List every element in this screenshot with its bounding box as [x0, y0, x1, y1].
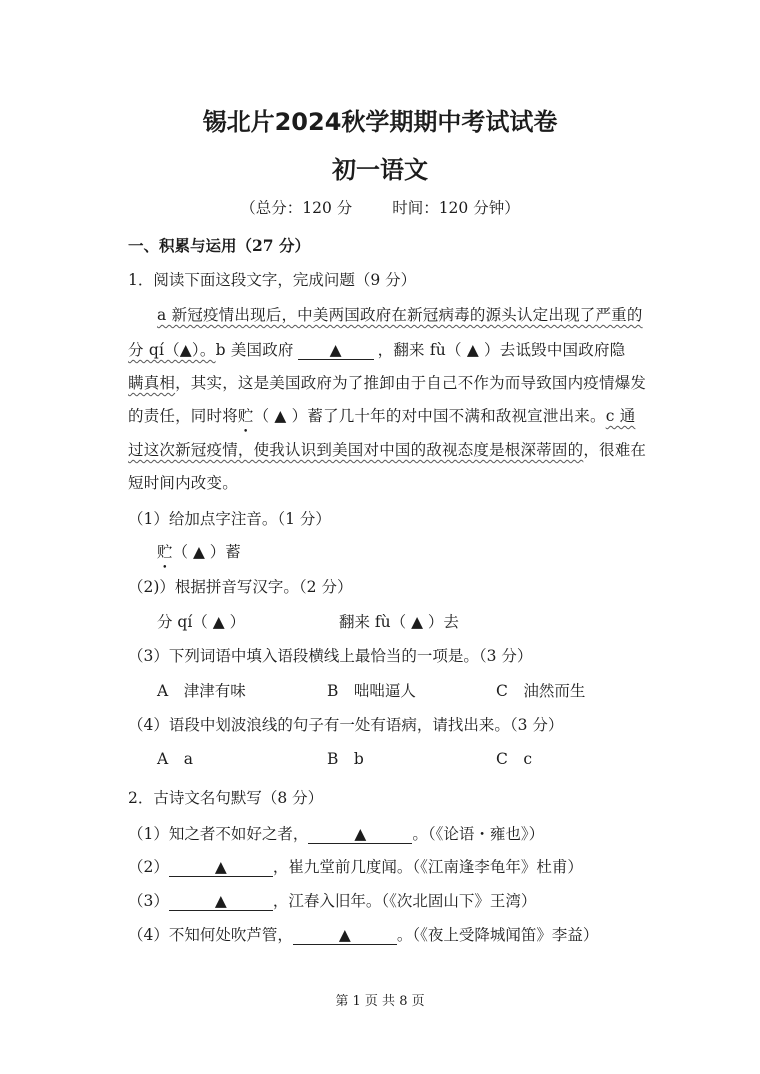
exam-title: 锡北片2024秋学期期中考试试卷 — [202, 108, 558, 136]
option-c[interactable]: C c — [496, 750, 533, 768]
dotted-character: 贮 — [237, 407, 254, 425]
subject-title: 初一语文 — [332, 156, 428, 184]
question-1-stem: 1．阅读下面这段文字，完成问题（9 分） — [128, 271, 417, 289]
sentence-b-cont: ，翻来 fù（ ▲ ）去诋毁中国政府隐 — [377, 341, 626, 359]
poetry-line-3: （3） ▲ ，江春入旧年。（《次北固山下》王湾） — [128, 891, 537, 910]
poetry-line-4: （4）不知何处吹芦管， ▲ 。（《夜上受降城闻笛》李益） — [128, 925, 599, 944]
wavy-sentence-c: c 通 — [605, 407, 636, 425]
sub-question-1: （1）给加点字注音。（1 分） — [128, 510, 331, 528]
poetry-line-2: （2） ▲ ，崔九堂前几度闻。（《江南逢李龟年》杜甫） — [128, 857, 583, 876]
option-c[interactable]: C 油然而生 — [496, 682, 586, 700]
option-a[interactable]: A 津津有味 — [157, 682, 246, 700]
answer-blank[interactable]: ▲ — [298, 340, 374, 360]
sub-question-2-blank-b[interactable]: 翻来 fù（ ▲ ）去 — [339, 613, 459, 631]
passage-line-6: 短时间内改变。 — [128, 474, 238, 492]
passage-line-2 — [128, 338, 625, 360]
answer-blank[interactable]: ▲ — [293, 925, 397, 945]
sub-question-3: （3）下列词语中填入语段横线上最恰当的一项是。（3 分） — [128, 647, 533, 665]
answer-blank[interactable]: ▲ — [308, 824, 412, 844]
sub-question-1-answer[interactable]: 贮（ ▲ ）蓄 — [157, 543, 241, 561]
sub-question-2: （2)）根据拼音写汉字。（2 分） — [128, 578, 353, 596]
sentence-b-start: b 美国政府 — [215, 341, 294, 359]
time-limit: 时间：120 分钟） — [392, 199, 520, 217]
wavy-sentence-a: a 新冠疫情出现后，中美两国政府在新冠病毒的源头认定出现了严重的 — [157, 306, 643, 324]
question-2-stem: 2．古诗文名句默写（8 分） — [128, 789, 324, 807]
wavy-sentence-a-end: 分 qí（▲）。 — [128, 341, 216, 359]
answer-blank[interactable]: ▲ — [169, 891, 273, 911]
sub-question-2-blank-a[interactable]: 分 qí（ ▲ ） — [157, 613, 246, 631]
total-score: （总分：120 分 — [240, 199, 353, 217]
option-b[interactable]: B 咄咄逼人 — [327, 682, 416, 700]
passage-line-4: 的责任，同时将贮（ ▲ ）蓄了几十年的对中国不满和敌视宣泄出来。c 通 — [128, 407, 636, 425]
poetry-line-1: （1）知之者不如好之者， ▲ 。（《论语・雍也》） — [128, 824, 545, 843]
option-a[interactable]: A a — [157, 750, 193, 768]
page-number: 第 1 页 共 8 页 — [335, 994, 425, 1009]
sentence-b-end: 瞒真相 — [128, 374, 176, 392]
passage-line-5: 过这次新冠疫情，使我认识到美国对中国的敌视态度是根深蒂固的，很难在 — [128, 441, 647, 459]
exam-meta — [0, 196, 760, 218]
wavy-sentence-c-cont: 过这次新冠疫情，使我认识到美国对中国的敌视态度是根深蒂固的 — [128, 441, 584, 459]
sub-question-4: （4）语段中划波浪线的句子有一处有语病，请找出来。（3 分） — [128, 716, 564, 734]
passage-line-1 — [157, 303, 643, 325]
option-b[interactable]: B b — [327, 750, 364, 768]
passage-line-3: 瞒真相，其实，这是美国政府为了推卸由于自己不作为而导致国内疫情爆发 — [128, 374, 647, 392]
section-heading: 一、积累与运用（27 分） — [128, 236, 310, 255]
dotted-character: 贮 — [157, 543, 173, 561]
answer-blank[interactable]: ▲ — [169, 857, 273, 877]
